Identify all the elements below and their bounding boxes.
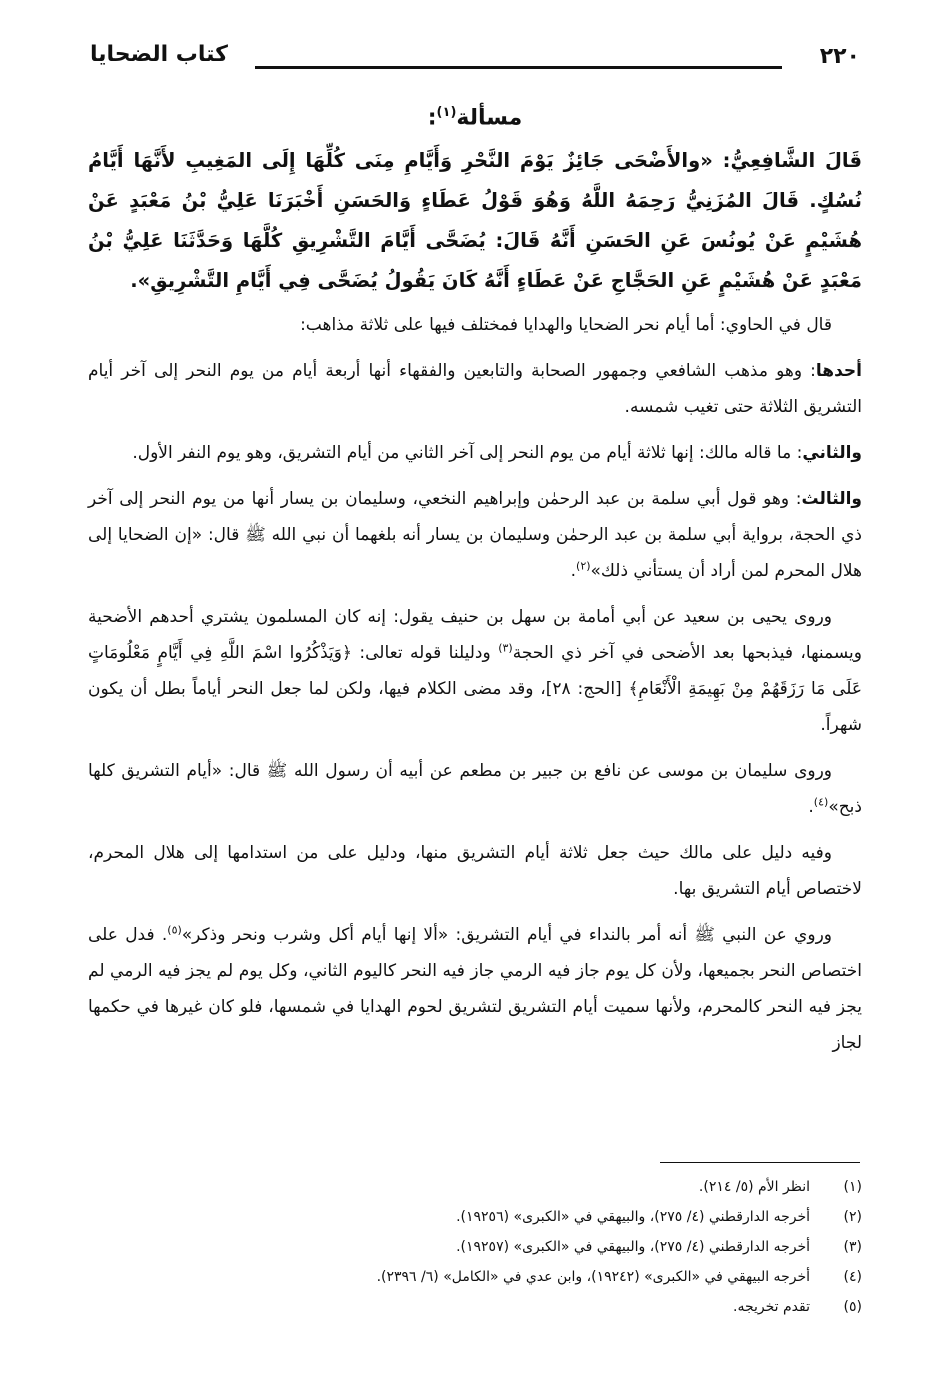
footnote-text: أخرجه الدارقطني (٤/ ٢٧٥)، والبيهقي في «الكبرى» (١٩٢٥٧). [456, 1239, 810, 1255]
footnote-ref-1: (١) [436, 105, 457, 120]
footnote-number: (١) [843, 1179, 862, 1195]
paragraph-4-text: : وهو قول أبي سلمة بن عبد الرحمٰن وإبراهيم النخعي، وسليمان بن يسار أنها من يوم النحر إلى آخر ذي الحجة، برواية أبي سلمة بن عبد الرحمٰن وسليمان بن يسار أنه بلغهما أن نبي الله ﷺ قال: «إن الضحايا إلى هلال المحرم لمن أراد أن يستأني ذلك» [88, 489, 862, 582]
running-header [90, 40, 860, 80]
footnote-item [88, 1232, 862, 1262]
issue-heading [88, 96, 862, 135]
page-number: ٢٢٠ [819, 44, 860, 69]
paragraph-5-text-a: وروى يحيى بن سعيد عن أبي أمامة بن سهل بن حنيف يقول: إنه كان المسلمون يشتري أحدهم الأضحية ويسمنها، فيذبحها بعد الأضحى في آخر ذي الحجة [88, 607, 862, 664]
issue-colon: : [427, 105, 437, 131]
footnote-number: (٤) [843, 1269, 862, 1285]
book-title: كتاب الضحايا [90, 42, 228, 67]
paragraph-5 [88, 599, 862, 743]
footnote-ref-4: (٤) [813, 795, 829, 809]
paragraph-4-end: . [570, 561, 577, 582]
paragraph-3-text: : ما قاله مالك: إنها ثلاثة أيام من يوم النحر إلى آخر الثاني من أيام التشريق، وهو يوم النفر الأول. [132, 443, 803, 464]
paragraph-8 [88, 917, 862, 1061]
footnote-text: انظر الأم (٥/ ٢١٤). [698, 1179, 810, 1195]
paragraph-8-text-a: وروي عن النبي ﷺ أنه أمر بالنداء في أيام التشريق: «ألا إنها أيام أكل وشرب ونحر وذكر» [181, 925, 832, 946]
footnote-separator [660, 1162, 860, 1163]
paragraph-2 [88, 353, 862, 425]
paragraph-6-text: وروى سليمان بن موسى عن نافع بن جبير بن مطعم عن أبيه أن رسول الله ﷺ قال: «أيام التشريق كلها ذبح» [88, 761, 862, 818]
footnote-number: (٣) [843, 1239, 862, 1255]
footnote-text: أخرجه البيهقي في «الكبرى» (١٩٢٤٢)، وابن عدي في «الكامل» (٦/ ٢٣٩٦). [376, 1269, 810, 1285]
footnote-item [88, 1172, 862, 1202]
footnote-item [88, 1262, 862, 1292]
footnotes [88, 1172, 862, 1322]
paragraph-6-end: . [808, 797, 814, 818]
footnote-text: أخرجه الدارقطني (٤/ ٢٧٥)، والبيهقي في «الكبرى» (١٩٢٥٦). [456, 1209, 810, 1225]
footnote-item [88, 1202, 862, 1232]
paragraph-8-text-b: . فدل على اختصاص النحر بجميعها، ولأن كل يوم جاز فيه الرمي جاز فيه النحر كاليوم الثاني، وكل يوم لم يجز فيه الرمي لم يجز فيه النحر كالمحرم، ولأنها سميت أيام التشريق لتشريق لحوم الهدايا في شمسها، فلو كان غيرها في حكمها لجاز [88, 925, 862, 1054]
footnote-ref-5: (٥) [167, 923, 182, 937]
paragraph-7: وفيه دليل على مالك حيث جعل ثلاثة أيام التشريق منها، ودليل على من استدامها إلى هلال المحرم، لاختصاص أيام التشريق بها. [88, 843, 862, 900]
footnote-number: (٥) [843, 1299, 862, 1315]
paragraph-4-lead: والثالث [801, 489, 862, 510]
paragraph-5-text-b: ودليلنا قوله تعالى: ﴿وَيَذْكُرُوا اسْمَ اللَّهِ فِي أَيَّامٍ مَعْلُومَاتٍ عَلَى مَا رَزَقَهُمْ مِنْ بَهِيمَةِ الْأَنْعَامِ﴾ [الحج: ٢٨]، وقد مضى الكلام فيها، ولكن لما جعل النحر أياماً بطل أن يكون شهراً. [88, 643, 862, 736]
paragraph-1: قال في الحاوي: أما أيام نحر الضحايا والهدايا فمختلف فيها على ثلاثة مذاهب: [300, 315, 832, 336]
main-text [88, 96, 862, 1071]
header-rule [255, 66, 782, 69]
issue-title: مسألة [456, 105, 523, 131]
paragraph-3 [88, 435, 862, 471]
footnote-ref-2: (٢) [576, 559, 591, 573]
footnote-item [88, 1292, 862, 1322]
paragraph-4 [88, 481, 862, 589]
footnote-number: (٢) [843, 1209, 862, 1225]
paragraph-3-lead: والثاني [802, 443, 862, 464]
paragraph-6 [88, 753, 862, 825]
paragraph-2-lead: أحدها [815, 361, 862, 382]
footnote-ref-3: (٣) [498, 641, 513, 655]
matn-text: قَالَ الشَّافِعِيُّ: «والأَضْحَى جَائِزٌ يَوْمَ النَّحْرِ وَأَيَّامِ مِنَى كُلِّهَا إِلَى المَغِيبِ لأَنَّهَا أَيَّامُ نُسُكٍ. قَالَ المُزَنِيُّ رَحِمَهُ اللَّهُ وَهُوَ قَوْلُ عَطَاءٍ وَالحَسَنِ أَخْبَرَنَا عَلِيُّ بْنُ مَعْبَدٍ عَنْ هُشَيْمٍ عَنْ يُونُسَ عَنِ الحَسَنِ أَنَّهُ قَالَ: يُضَحَّى أَيَّامَ التَّشْرِيقِ كُلَّهَا وَحَدَّثَنَا عَلِيُّ بْنُ مَعْبَدٍ عَنْ هُشَيْمٍ عَنِ الحَجَّاجِ عَنْ عَطَاءٍ أَنَّهُ كَانَ يَقُولُ يُضَحَّى فِي أَيَّامِ التَّشْرِيقِ». [88, 149, 862, 293]
paragraph-2-text: : وهو مذهب الشافعي وجمهور الصحابة والتابعين والفقهاء أنها أربعة أيام من يوم النحر إلى آخر أيام التشريق الثلاثة حتى تغيب شمسه. [88, 361, 862, 418]
footnote-text: تقدم تخريجه. [733, 1299, 810, 1315]
